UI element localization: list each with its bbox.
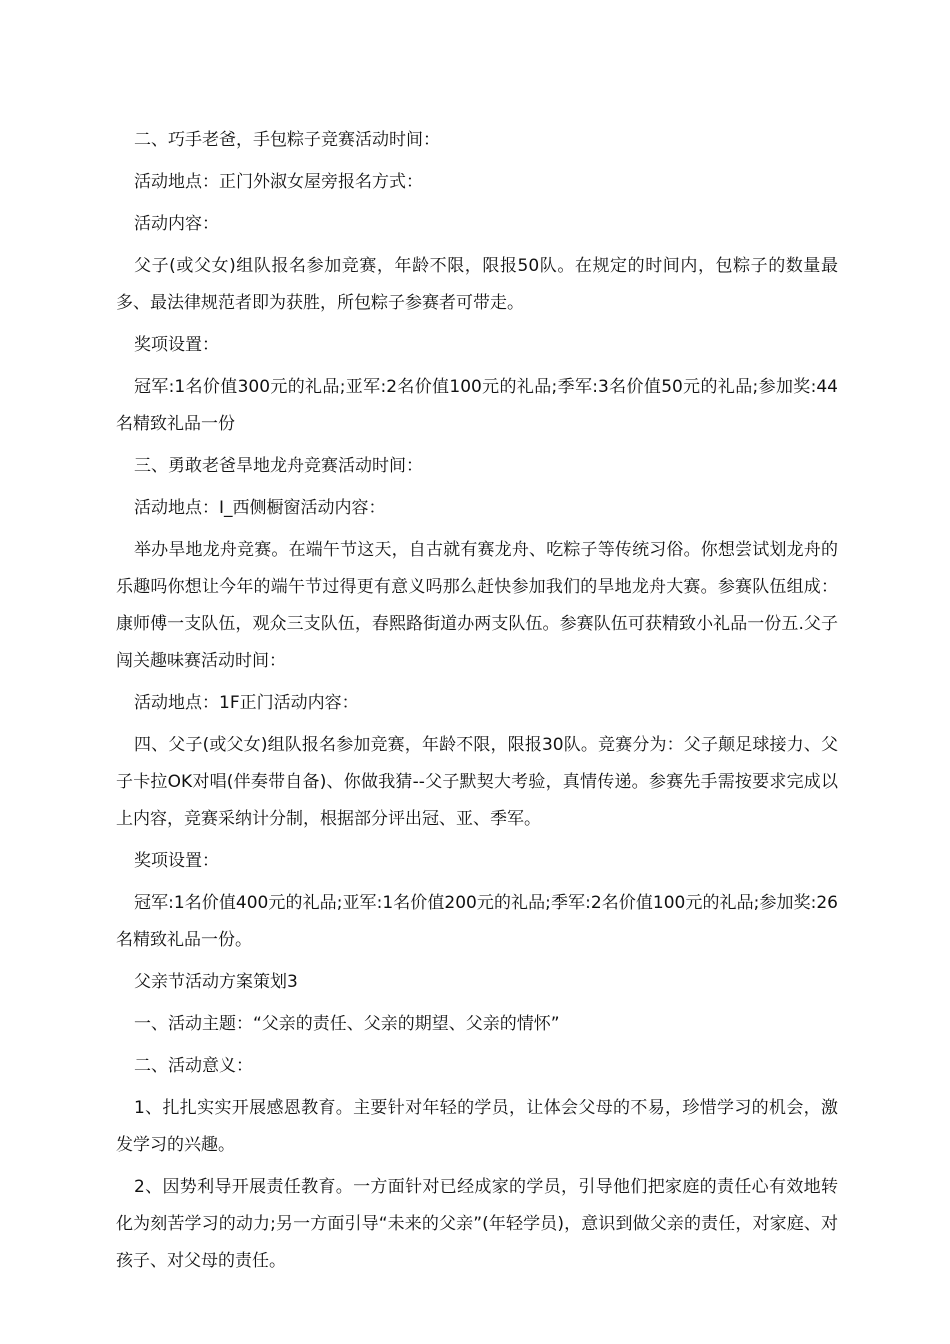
paragraph-18: 2、因势利导开展责任教育。一方面针对已经成家的学员，引导他们把家庭的责任心有效地转化为刻苦学习的动力;另一方面引导“未来的父亲”(年轻学员)，意识到做父亲的责任，对家庭、对孩子、对父母的责任。 [116,1177,838,1271]
paragraph-15: 一、活动主题：“父亲的责任、父亲的期望、父亲的情怀” [134,1014,560,1034]
paragraph-2: 活动地点：正门外淑女屋旁报名方式： [134,172,423,192]
paragraph-4: 父子(或父女)组队报名参加竞赛，年龄不限，限报50队。在规定的时间内，包粽子的数量最多、最法律规范者即为获胜，所包粽子参赛者可带走。 [116,256,838,313]
section-title: 父亲节活动方案策划3 [134,972,298,992]
paragraph-6: 冠军:1名价值300元的礼品;亚军:2名价值100元的礼品;季军:3名价值50元的礼品;参加奖:44名精致礼品一份 [116,377,838,434]
paragraph-11: 四、父子(或父女)组队报名参加竞赛，年龄不限，限报30队。竞赛分为：父子颠足球接力、父子卡拉OK对唱(伴奏带自备)、你做我猜--父子默契大考验，真情传递。参赛先手需按要求完成以上内容，竞赛采纳计分制，根据部分评出冠、亚、季军。 [116,735,838,829]
paragraph-1: 二、巧手老爸，手包粽子竞赛活动时间： [134,130,440,150]
paragraph-10: 活动地点：1F正门活动内容： [134,693,359,713]
paragraph-9: 举办旱地龙舟竞赛。在端午节这天，自古就有赛龙舟、吃粽子等传统习俗。你想尝试划龙舟的乐趣吗你想让今年的端午节过得更有意义吗那么赶快参加我们的旱地龙舟大赛。参赛队伍组成：康师傅一支队伍，观众三支队伍，春熙路街道办两支队伍。参赛队伍可获精致小礼品一份五.父子闯关趣味赛活动时间： [116,540,838,671]
paragraph-12: 奖项设置： [134,851,219,871]
document-body [116,122,838,1285]
paragraph-8: 活动地点：I_西侧橱窗活动内容： [134,498,386,518]
paragraph-7: 三、勇敢老爸旱地龙舟竞赛活动时间： [134,456,423,476]
paragraph-13: 冠军:1名价值400元的礼品;亚军:1名价值200元的礼品;季军:2名价值100元的礼品;参加奖:26名精致礼品一份。 [116,893,838,950]
paragraph-3: 活动内容： [134,214,219,234]
paragraph-17: 1、扎扎实实开展感恩教育。主要针对年轻的学员，让体会父母的不易，珍惜学习的机会，激发学习的兴趣。 [116,1098,838,1155]
paragraph-5: 奖项设置： [134,335,219,355]
paragraph-16: 二、活动意义： [134,1056,253,1076]
